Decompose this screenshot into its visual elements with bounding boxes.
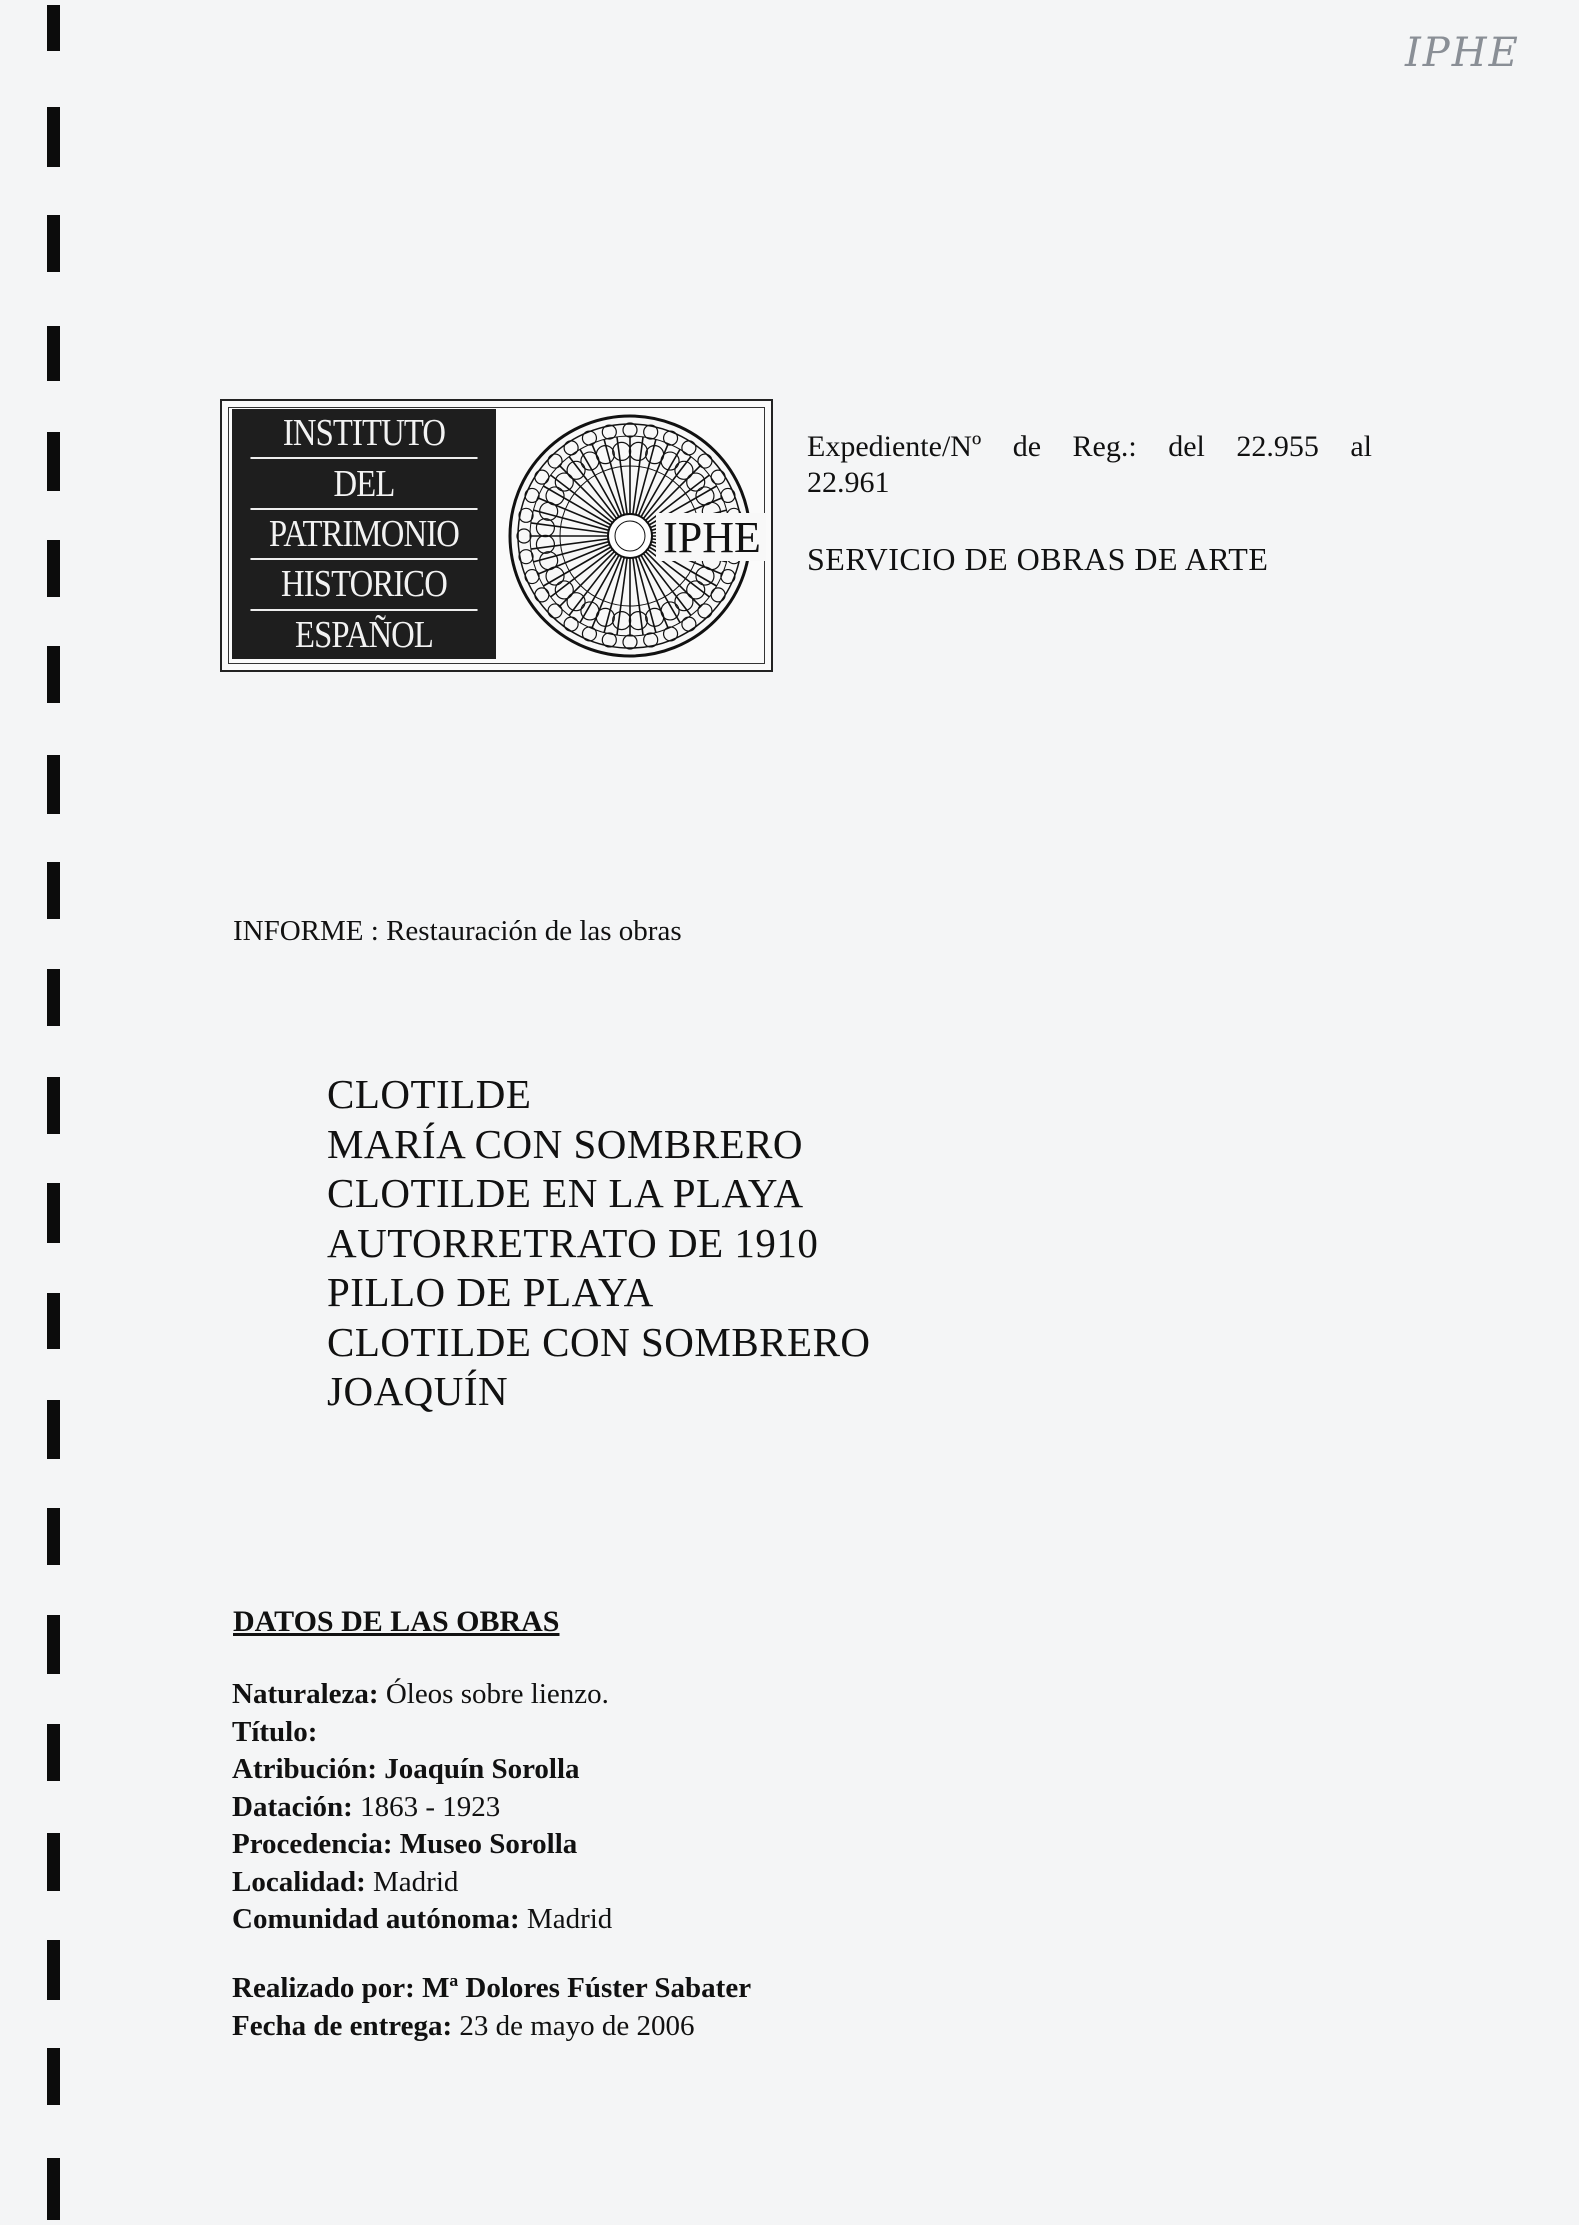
field-row <box>232 1901 612 1939</box>
binding-hole <box>47 1400 60 1459</box>
works-list <box>327 1070 871 1417</box>
field-row <box>232 1751 612 1789</box>
delivery-row <box>232 2008 751 2046</box>
binding-hole <box>47 5 60 51</box>
binding-hole <box>47 862 60 919</box>
field-value: Madrid <box>373 1865 459 1898</box>
field-row <box>232 1714 612 1752</box>
field-value: Joaquín Sorolla <box>384 1753 580 1785</box>
logo-line: ESPAÑOL <box>294 613 434 656</box>
field-row <box>232 1789 612 1827</box>
field-label: Datación: <box>232 1790 353 1823</box>
author-label: Realizado por: <box>232 1972 415 2004</box>
binding-hole <box>47 1940 60 2000</box>
work-title: MARÍA CON SOMBRERO <box>327 1120 804 1167</box>
work-title: CLOTILDE EN LA PLAYA <box>327 1170 804 1216</box>
author-row <box>232 1970 751 2008</box>
report-subject: INFORME : Restauración de las obras <box>233 915 682 947</box>
binding-hole <box>47 755 60 814</box>
seal-text: IPHE <box>663 513 761 562</box>
binding-hole <box>47 107 60 167</box>
section-heading: DATOS DE LAS OBRAS <box>233 1605 560 1638</box>
author-name: Mª Dolores Fúster Sabater <box>422 1972 752 2004</box>
logo-line: HISTORICO <box>250 560 477 610</box>
binding-hole <box>47 1615 60 1674</box>
binding-hole <box>47 1077 60 1134</box>
binding-hole <box>47 1293 60 1349</box>
work-title: AUTORRETRATO DE 1910 <box>327 1219 819 1266</box>
field-label: Procedencia: <box>232 1828 393 1860</box>
binding-hole <box>47 1833 60 1891</box>
field-row <box>232 1826 612 1864</box>
field-value: Óleos sobre lienzo. <box>385 1678 609 1710</box>
service-name: SERVICIO DE OBRAS DE ARTE <box>807 541 1269 577</box>
field-label: Atribución: <box>232 1753 377 1785</box>
institution-logo <box>220 399 773 672</box>
work-data-fields <box>232 1676 612 1939</box>
binding-hole <box>47 326 60 381</box>
binding-hole <box>47 2048 60 2105</box>
field-label: Naturaleza: <box>232 1678 379 1710</box>
binding-hole <box>47 1508 60 1565</box>
field-row <box>232 1676 612 1714</box>
expediente-line: Expediente/Nº de Reg.: del 22.955 al <box>807 430 1372 463</box>
binding-hole <box>47 540 60 597</box>
authorship <box>232 1970 751 2045</box>
binding-hole <box>47 2158 60 2220</box>
rosette-seal-icon <box>500 405 768 667</box>
work-title: CLOTILDE <box>327 1071 532 1117</box>
field-value: 1863 - 1923 <box>360 1790 501 1823</box>
logo-line: DEL <box>250 459 477 509</box>
handwritten-note: IPHE <box>1405 30 1520 76</box>
binding-hole <box>47 969 60 1026</box>
field-value: Madrid <box>526 1903 613 1935</box>
delivery-label: Fecha de entrega: <box>232 2009 453 2042</box>
binding-hole <box>47 1183 60 1243</box>
field-label: Título: <box>232 1715 318 1748</box>
work-title: PILLO DE PLAYA <box>327 1269 654 1315</box>
field-label: Comunidad autónoma: <box>232 1903 520 1935</box>
binding-hole <box>47 1724 60 1781</box>
logo-line: INSTITUTO <box>250 409 477 459</box>
field-value: Museo Sorolla <box>399 1828 578 1860</box>
field-row <box>232 1864 612 1902</box>
expediente-line-continued: 22.961 <box>807 466 890 499</box>
work-title: JOAQUÍN <box>327 1368 509 1414</box>
logo-name-block <box>232 409 496 659</box>
delivery-date: 23 de mayo de 2006 <box>459 2009 695 2042</box>
binding-hole <box>47 215 60 272</box>
binding-hole <box>47 646 60 703</box>
work-title: CLOTILDE CON SOMBRERO <box>327 1318 871 1365</box>
logo-line: PATRIMONIO <box>250 510 477 560</box>
field-label: Localidad: <box>232 1865 366 1898</box>
binding-hole <box>47 432 60 491</box>
